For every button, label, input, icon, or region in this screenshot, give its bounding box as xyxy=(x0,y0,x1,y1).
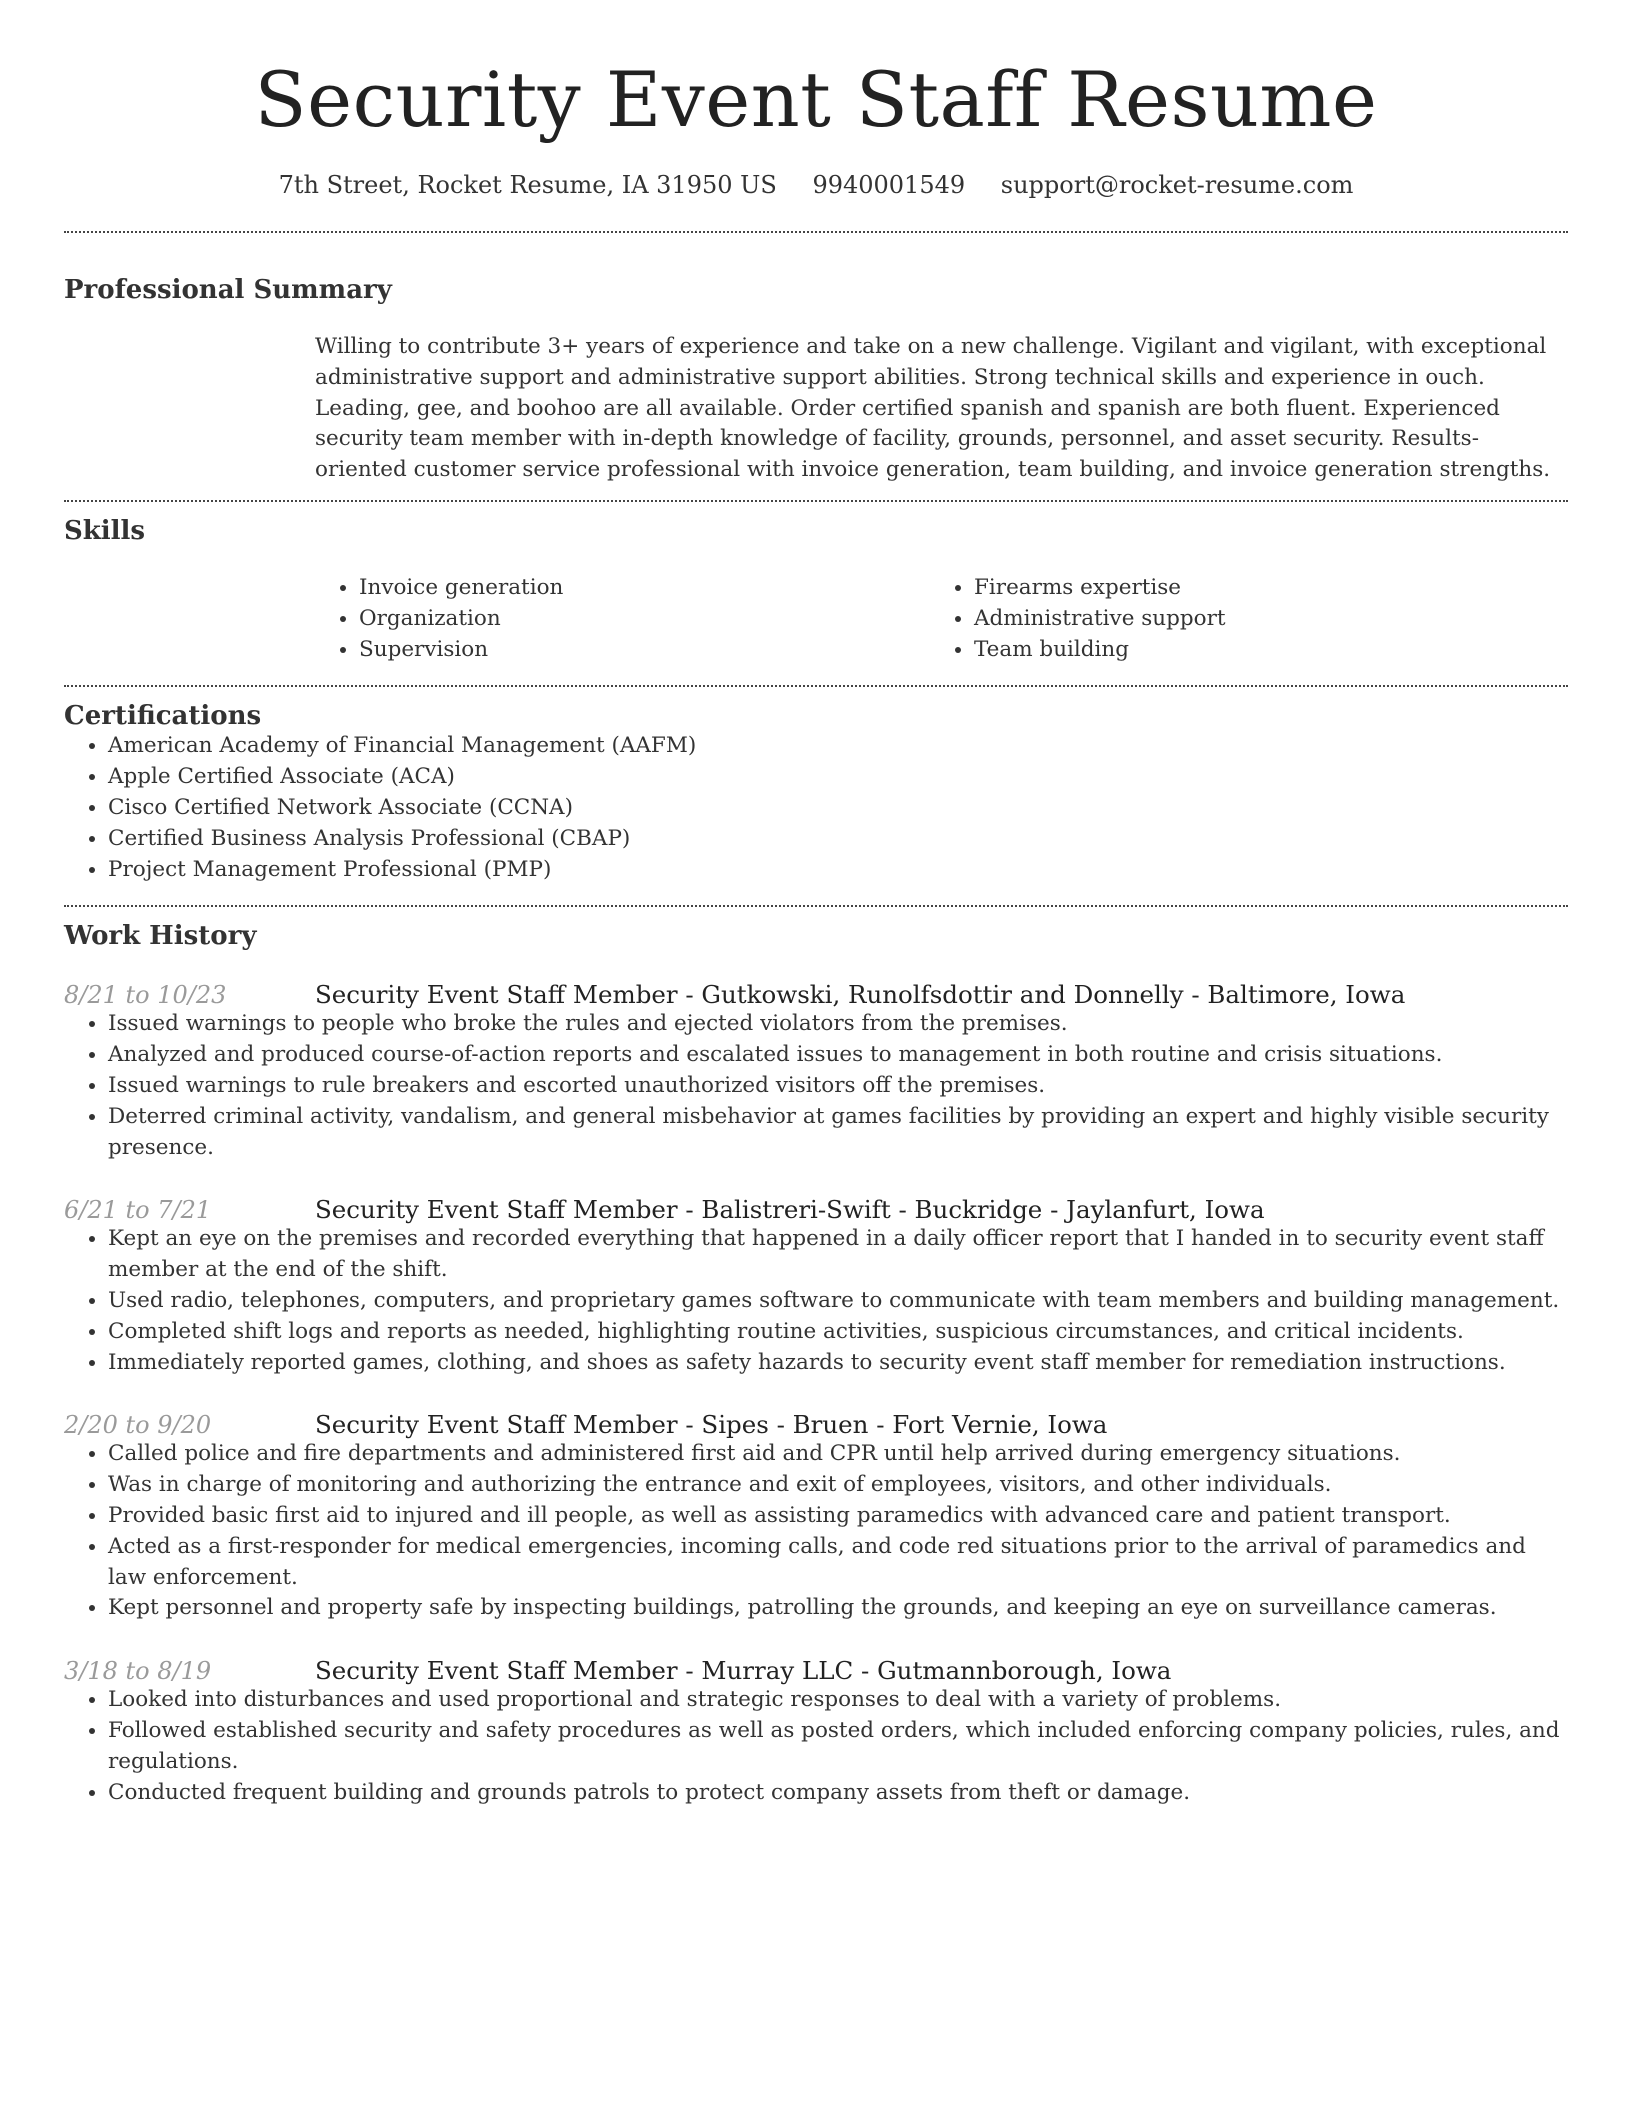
skill-item: • Team building xyxy=(974,635,1490,666)
job-bullet: • Conducted frequent building and grounds patrols to protect company assets from theft or damage. xyxy=(108,1778,1568,1809)
job-bullet: • Issued warnings to rule breakers and escorted unauthorized visitors off the premises. xyxy=(108,1071,1568,1102)
skill-item: • Supervision xyxy=(359,635,930,666)
job-bullets xyxy=(64,1439,1568,1624)
skills-column-right xyxy=(930,573,1490,665)
divider xyxy=(64,685,1568,687)
skills-column-left xyxy=(315,573,930,665)
job-bullet: • Followed established security and safety procedures as well as posted orders, which included enforcing company policies, rules, and regulations. xyxy=(108,1716,1568,1778)
job-bullet: • Used radio, telephones, computers, and proprietary games software to communicate with team members and building management. xyxy=(108,1286,1568,1317)
summary-text: Willing to contribute 3+ years of experience and take on a new challenge. Vigilant and vigilant, with exceptional administrative support and administrative support abilities. Strong technical skills and experience in ouch. Leading, gee, and boohoo are all available. Order certified spanish and spanish are both fluent. Experienced security team member with in-depth knowledge of facility, grounds, personnel, and asset security. Results-oriented customer service professional with invoice generation, team building, and invoice generation strengths. xyxy=(315,334,1551,483)
job-entry xyxy=(64,1656,1568,1808)
contact-line xyxy=(64,171,1568,199)
job-bullet: • Was in charge of monitoring and authorizing the entrance and exit of employees, visitors, and other individuals. xyxy=(108,1470,1568,1501)
job-entry xyxy=(64,980,1568,1163)
contact-address: 7th Street, Rocket Resume, IA 31950 US xyxy=(278,171,777,199)
contact-email: support@rocket-resume.com xyxy=(1000,171,1354,199)
divider xyxy=(64,231,1568,233)
job-bullet: • Looked into disturbances and used proportional and strategic responses to deal with a variety of problems. xyxy=(108,1685,1568,1716)
skill-item: • Administrative support xyxy=(974,604,1490,635)
job-bullet: • Deterred criminal activity, vandalism, and general misbehavior at games facilities by providing an expert and highly visible security presence. xyxy=(108,1102,1568,1164)
job-entry xyxy=(64,1195,1568,1378)
job-bullet: • Issued warnings to people who broke the rules and ejected violators from the premises. xyxy=(108,1009,1568,1040)
job-title: Security Event Staff Member - Gutkowski, Runolfsdottir and Donnelly - Baltimore, Iowa xyxy=(315,980,1406,1010)
job-title: Security Event Staff Member - Murray LLC - Gutmannborough, Iowa xyxy=(315,1656,1172,1686)
job-dates: 6/21 to 7/21 xyxy=(64,1196,212,1225)
job-entry xyxy=(64,1410,1568,1624)
job-bullet: • Kept personnel and property safe by inspecting buildings, patrolling the grounds, and keeping an eye on surveillance cameras. xyxy=(108,1593,1568,1624)
certification-item: • Project Management Professional (PMP) xyxy=(108,855,1568,886)
job-bullet: • Completed shift logs and reports as needed, highlighting routine activities, suspicious circumstances, and critical incidents. xyxy=(108,1317,1568,1348)
job-bullets xyxy=(64,1009,1568,1163)
job-dates: 8/21 to 10/23 xyxy=(64,981,227,1010)
job-bullet: • Provided basic first aid to injured and ill people, as well as assisting paramedics with advanced care and patient transport. xyxy=(108,1501,1568,1532)
job-bullet: • Analyzed and produced course-of-action reports and escalated issues to management in both routine and crisis situations. xyxy=(108,1040,1568,1071)
section-heading-work-history: Work History xyxy=(64,921,257,952)
certification-item: • Cisco Certified Network Associate (CCNA) xyxy=(108,793,1568,824)
job-bullet: • Immediately reported games, clothing, and shoes as safety hazards to security event staff member for remediation instructions. xyxy=(108,1348,1568,1379)
certification-item: • American Academy of Financial Management (AAFM) xyxy=(108,731,1568,762)
job-bullet: • Called police and fire departments and administered first aid and CPR until help arrived during emergency situations. xyxy=(108,1439,1568,1470)
job-bullet: • Acted as a first-responder for medical emergencies, incoming calls, and code red situations prior to the arrival of paramedics and law enforcement. xyxy=(108,1532,1568,1594)
certifications-list xyxy=(64,731,1568,885)
skill-item: • Invoice generation xyxy=(359,573,930,604)
divider xyxy=(64,905,1568,907)
job-bullet: • Kept an eye on the premises and recorded everything that happened in a daily officer report that I handed in to security event staff member at the end of the shift. xyxy=(108,1224,1568,1286)
divider xyxy=(64,500,1568,502)
contact-phone: 9940001549 xyxy=(812,171,966,199)
skills-grid xyxy=(315,573,1568,665)
section-heading-summary: Professional Summary xyxy=(64,275,392,305)
job-title: Security Event Staff Member - Sipes - Bruen - Fort Vernie, Iowa xyxy=(315,1410,1108,1440)
resume-title: Security Event Staff Resume xyxy=(254,55,1378,144)
skill-item: • Organization xyxy=(359,604,930,635)
job-title: Security Event Staff Member - Balistreri-Swift - Buckridge - Jaylanfurt, Iowa xyxy=(315,1195,1265,1225)
section-heading-certifications: Certifications xyxy=(64,701,262,732)
job-dates: 2/20 to 9/20 xyxy=(64,1411,212,1440)
section-heading-skills: Skills xyxy=(64,515,146,546)
job-bullets xyxy=(64,1685,1568,1808)
skill-item: • Firearms expertise xyxy=(974,573,1490,604)
job-bullets xyxy=(64,1224,1568,1378)
job-dates: 3/18 to 8/19 xyxy=(64,1657,212,1686)
certification-item: • Apple Certified Associate (ACA) xyxy=(108,762,1568,793)
certification-item: • Certified Business Analysis Professional (CBAP) xyxy=(108,824,1568,855)
